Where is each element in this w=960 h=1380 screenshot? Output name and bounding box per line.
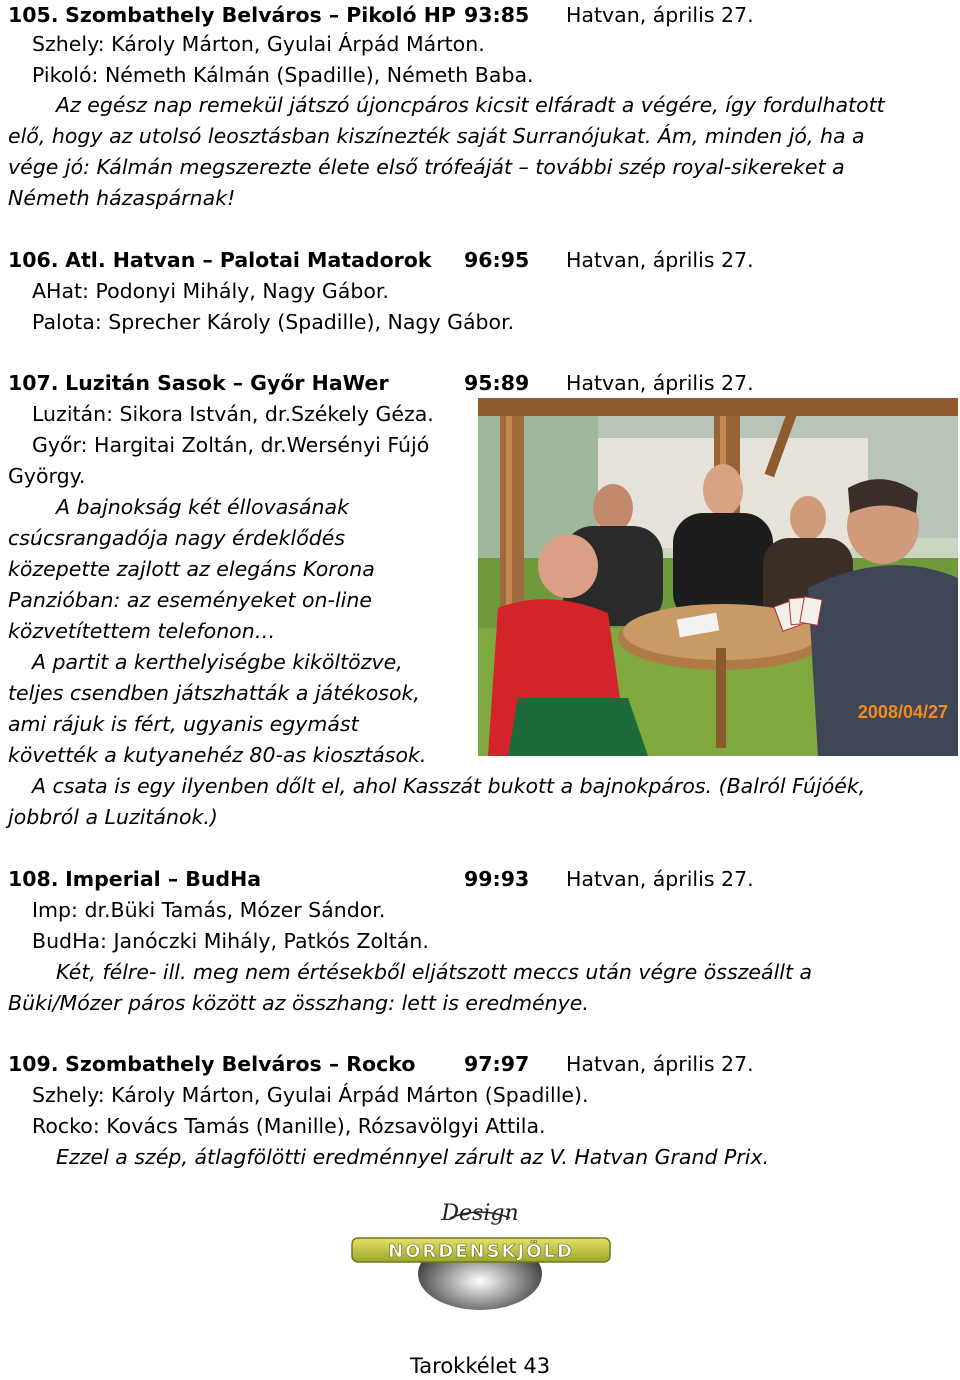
team-players: AHat: Podonyi Mihály, Nagy Gábor.: [32, 279, 389, 303]
match-title: Szombathely Belváros – Rocko: [65, 1052, 416, 1076]
match-header: [8, 0, 948, 31]
match-title: Szombathely Belváros – Pikoló HP: [65, 3, 456, 27]
comment-line: Ezzel a szép, átlagfölötti eredménnyel zárult az V. Hatvan Grand Prix.: [56, 1145, 770, 1169]
match-title: Luzitán Sasok – Győr HaWer: [65, 371, 389, 395]
comment-line: Panzióban: az eseményeket on-line: [8, 588, 372, 612]
comment-line: teljes csendben játszhatták a játékosok,: [8, 681, 420, 705]
match-number: 109.: [8, 1052, 59, 1076]
match-score: 96:95: [464, 248, 530, 272]
team-players: Rocko: Kovács Tamás (Manille), Rózsavölgyi Attila.: [32, 1114, 546, 1138]
match-score: 95:89: [464, 371, 530, 395]
match-title: Atl. Hatvan – Palotai Matadorok: [65, 248, 432, 272]
match-number: 106.: [8, 248, 59, 272]
match-header: [8, 245, 948, 276]
comment-line: A partit a kerthelyiségbe kiköltözve,: [32, 650, 403, 674]
garden-card-game-photo: [478, 398, 958, 756]
comment-line: követték a kutyanehéz 80-as kiosztások.: [8, 743, 427, 767]
match-header: [8, 1049, 948, 1080]
team-players: Luzitán: Sikora István, dr.Székely Géza.: [32, 402, 434, 426]
comment-line: elő, hogy az utolsó leosztásban kiszínezték saját Surranójukat. Ám, minden jó, ha a: [8, 124, 865, 148]
comment-line: Németh házaspárnak!: [8, 186, 236, 210]
match-score: 97:97: [464, 1052, 530, 1076]
match-number: 108.: [8, 867, 59, 891]
comment-line: A csata is egy ilyenben dőlt el, ahol Kasszát bukott a bajnokpáros. (Balról Fújóék,: [32, 774, 866, 798]
comment-line: ami rájuk is fért, ugyanis egymást: [8, 712, 359, 736]
logo-script: Design: [441, 1201, 519, 1226]
match-score: 93:85: [464, 3, 530, 27]
match-title: Imperial – BudHa: [65, 867, 262, 891]
team-players: Szhely: Károly Márton, Gyulai Árpád Márton (Spadille).: [32, 1083, 589, 1107]
comment-line: csúcsrangadója nagy érdeklődés: [8, 526, 346, 550]
comment-line: közepette zajlott az elegáns Korona: [8, 557, 375, 581]
comment-line: Két, félre- ill. meg nem értésekből eljátszott meccs után végre összeállt a: [56, 960, 813, 984]
comment-line: vége jó: Kálmán megszerezte élete első trófeáját – további szép royal-sikereket a: [8, 155, 845, 179]
team-players: Palota: Sprecher Károly (Spadille), Nagy Gábor.: [32, 310, 515, 334]
match-place-date: Hatvan, április 27.: [566, 248, 754, 272]
match-place-date: Hatvan, április 27.: [566, 3, 754, 27]
match-header: [8, 368, 948, 399]
comment-line: Büki/Mózer páros között az összhang: lett is eredménye.: [8, 991, 589, 1015]
match-header: [8, 864, 948, 895]
comment-line: Az egész nap remekül játszó újoncpáros kicsit elfáradt a végére, így fordulhatott: [56, 93, 885, 117]
team-players: Imp: dr.Büki Tamás, Mózer Sándor.: [32, 898, 386, 922]
team-players: BudHa: Janóczki Mihály, Patkós Zoltán.: [32, 929, 429, 953]
match-score: 99:93: [464, 867, 530, 891]
photo-date-stamp: 2008/04/27: [857, 702, 948, 722]
comment-line: A bajnokság két éllovasának: [56, 495, 349, 519]
comment-line: közvetítettem telefonon…: [8, 619, 276, 643]
match-place-date: Hatvan, április 27.: [566, 867, 754, 891]
team-players: Pikoló: Németh Kálmán (Spadille), Németh Baba.: [32, 63, 534, 87]
logo-name: NORDENSKJÖLD: [388, 1241, 574, 1262]
match-number: 107.: [8, 371, 59, 395]
nordenskjold-logo: [350, 1196, 612, 1314]
page-footer: Tarokkélet 43: [409, 1354, 551, 1378]
match-number: 105.: [8, 3, 59, 27]
team-players: Győr: Hargitai Zoltán, dr.Wersényi Fújó: [32, 433, 430, 457]
match-place-date: Hatvan, április 27.: [566, 1052, 754, 1076]
comment-line: jobbról a Luzitánok.): [8, 805, 218, 829]
team-players: Szhely: Károly Márton, Gyulai Árpád Márton.: [32, 32, 485, 56]
match-place-date: Hatvan, április 27.: [566, 371, 754, 395]
team-players-continued: György.: [8, 464, 86, 488]
